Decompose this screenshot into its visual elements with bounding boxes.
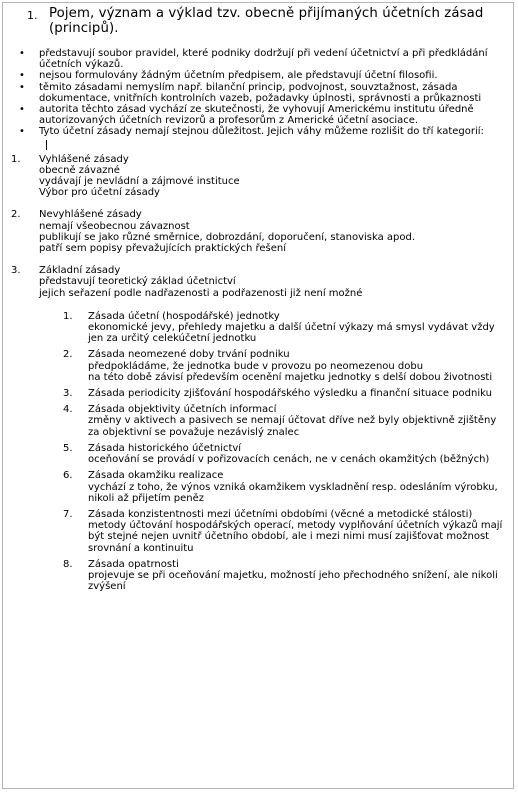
principle-title: Zásada neomezené doby trvání podniku <box>88 349 290 361</box>
category-line: patří sem popisy převažujících praktických řešení <box>39 243 286 255</box>
category-title: Vyhlášené zásady <box>39 153 129 165</box>
principle-desc: změny v aktivech a pasivech se nemají účtovat dříve než byly objektivně zjištěny <box>88 415 497 427</box>
category-title: Základní zásady <box>39 265 121 277</box>
principle-title: Zásada konzistentnosti mezi účetními obdobími (věcné a metodické stálosti) <box>88 508 473 520</box>
principle-number: 2. <box>63 349 73 361</box>
bullet-dot-icon: • <box>19 126 25 138</box>
bullet-item <box>11 48 507 70</box>
category-line: vydávají je nevládní a zájmové instituce <box>39 176 240 188</box>
text-cursor <box>46 140 47 150</box>
principle-body <box>88 311 507 345</box>
document-page <box>2 2 514 789</box>
category-line: Výbor pro účetní zásady <box>39 187 160 199</box>
principle-title: Zásada periodicity zjišťování hospodářského výsledku a finanční situace podniku <box>88 388 492 400</box>
principle-body <box>88 509 507 554</box>
principle-title: Zásada okamžiku realizace <box>88 470 224 482</box>
principle-body <box>88 404 507 438</box>
principle-desc: ekonomické jevy, přehledy majetku a další účetní výkazy má smysl vydávat vždy jen za určitý celekúčetní jednotku <box>88 322 495 345</box>
principle-desc: oceňování se provádí v pořizovacích cenách, ne v cenách okamžitých (běžných) <box>88 454 490 466</box>
principle-item <box>11 311 507 345</box>
bullet-item <box>11 104 507 126</box>
principle-desc: vychází z toho, že výnos vzniká okamžikem vyskladnění resp. odesláním výrobku, nikoli až přijetím peněz <box>88 481 498 504</box>
principle-item <box>11 443 507 465</box>
bullet-item <box>11 82 507 104</box>
bullet-item <box>11 70 507 81</box>
category-item <box>11 265 507 299</box>
principle-desc: projevuje se při oceňování majetku, možností jeho přechodného snížení, ale nikoli zvýšení <box>88 569 498 593</box>
category-body <box>39 209 501 254</box>
principle-title: Zásada účetní (hospodářské) jednotky <box>88 310 280 322</box>
bullet-text: nejsou formulovány žádným účetním předpisem, ale představují účetní filosofii. <box>39 70 438 82</box>
category-number: 1. <box>11 153 21 165</box>
principle-item <box>11 404 507 438</box>
bullet-dot-icon: • <box>19 70 25 82</box>
category-line: publikují se jako různé směrnice, dobrozdání, doporučení, stanoviska apod. <box>39 231 416 243</box>
principle-item <box>11 509 507 554</box>
bullet-text: těmito zásadami nemyslím např. bilanční princip, podvojnost, souvztažnost, zásada dokumentace, vnitřních kontrolních vazeb, požadavky úplnosti, správnosti a průkaznosti <box>39 81 482 104</box>
bullet-dot-icon: • <box>19 48 25 59</box>
principle-body <box>88 349 507 383</box>
principle-body <box>88 559 507 593</box>
category-number: 3. <box>11 265 21 277</box>
bullet-text: Tyto účetní zásady nemají stejnou důležitost. Jejich váhy můžeme rozlišit do tří kategorií: <box>39 126 484 138</box>
principle-number: 3. <box>63 388 73 400</box>
principle-desc: předpokládáme, že jednotka bude v provozu po neomezenou dobu <box>88 360 424 372</box>
principle-item <box>11 388 507 399</box>
category-line: jejich seřazení podle nadřazenosti a podřazenosti již není možné <box>39 287 363 299</box>
category-item <box>11 154 507 199</box>
category-list <box>11 154 507 299</box>
bullet-dot-icon: • <box>19 104 25 116</box>
principle-list <box>11 311 507 592</box>
principle-number: 4. <box>63 404 73 416</box>
category-body <box>39 265 501 299</box>
bullet-item <box>11 126 507 137</box>
principle-title: Zásada objektivity účetních informací <box>88 404 277 416</box>
principle-body <box>88 388 507 399</box>
section-heading <box>27 6 507 36</box>
principle-desc: na této době závisí především ocenění majetku jednotky s delší dobou životnosti <box>88 371 493 383</box>
principle-title: Zásada historického účetnictví <box>88 442 242 454</box>
category-title: Nevyhlášené zásady <box>39 209 142 221</box>
principle-item <box>11 559 507 593</box>
principle-desc: za objektivní se považuje nezávislý znalec <box>88 426 300 438</box>
principle-body <box>88 470 507 504</box>
bullet-text: představují soubor pravidel, které podniky dodržují při vedení účetnictví a při předkládání účetních výkazů. <box>39 48 488 71</box>
principle-desc: metody účtování hospodářských operací, metody vyplňování účetních výkazů mají být stejné nejen uvnitř účetního období, ale i mezi nimi musí zajišťovat možnost srovnání a kontinuitu <box>88 520 503 554</box>
category-line: nemají všeobecnou závaznost <box>39 220 190 232</box>
principle-number: 1. <box>63 310 73 322</box>
category-body <box>39 154 501 199</box>
principle-title: Zásada opatrnosti <box>88 558 179 570</box>
principle-item <box>11 349 507 383</box>
heading-number: 1. <box>27 9 38 22</box>
category-number: 2. <box>11 209 21 221</box>
principle-number: 6. <box>63 470 73 482</box>
principle-number: 8. <box>63 558 73 570</box>
bullet-list <box>11 48 507 138</box>
category-line: představují teoretický základ účetnictví <box>39 276 236 288</box>
principle-body <box>88 443 507 465</box>
bullet-dot-icon: • <box>19 81 25 93</box>
principle-number: 7. <box>63 508 73 520</box>
category-item <box>11 209 507 254</box>
category-line: obecně závazné <box>39 164 120 176</box>
bullet-text: autorita těchto zásad vychází ze skutečnosti, že vyhovují Americkému institutu úředně autorizovaných účetních revizorů a profesorům z Americké účetní asociace. <box>39 104 474 127</box>
principle-number: 5. <box>63 442 73 454</box>
heading-title: Pojem, význam a výklad tzv. obecně přijímaných účetních zásad (principů). <box>49 6 484 36</box>
principle-item <box>11 470 507 504</box>
